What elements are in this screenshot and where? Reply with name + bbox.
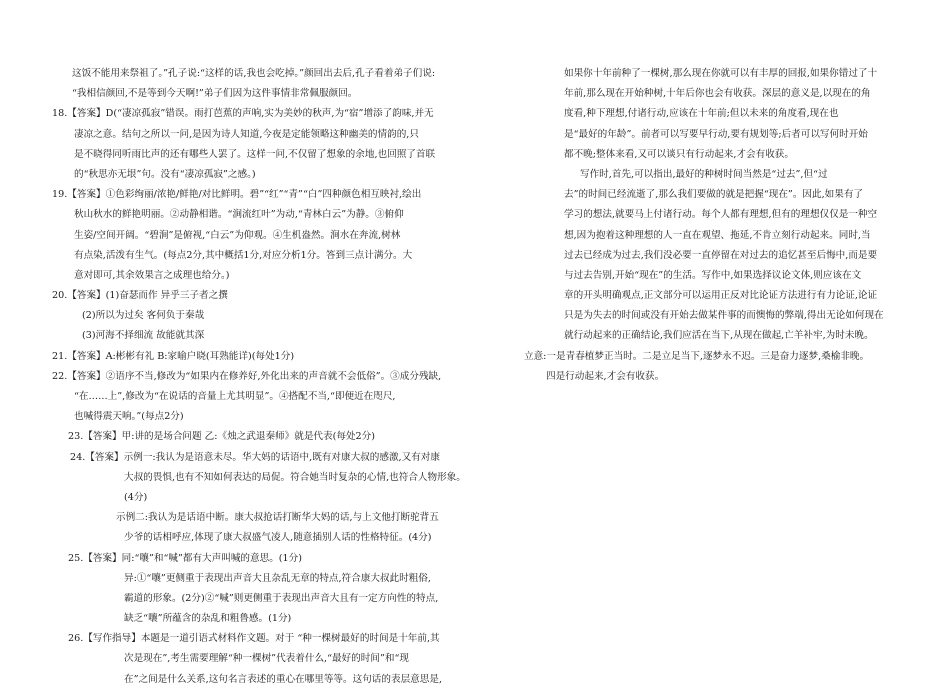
right-column-line: 想,因为抱着这种理想的人一直在观望、拖延,不肯立刻行动起来。同时,当 bbox=[564, 229, 871, 241]
right-column-line: 都不晚;整体来看,又可以谈只有行动起来,才会有收获。 bbox=[564, 148, 794, 160]
right-column bbox=[524, 64, 914, 387]
left-column-line: 异:①“嚷”更侧重于表现出声音大且杂乱无章的特点,符合康大叔此时粗俗, bbox=[124, 572, 431, 584]
right-column-line: 四是行动起来,才会有收获。 bbox=[546, 370, 665, 382]
left-column-line: 21.【答案】A:彬彬有礼 B:家喻户晓(耳熟能详)(每处1分) bbox=[52, 350, 295, 362]
left-column-line: 这饭不能用来祭祖了。”孔子说:“这样的话,我也会吃掉。”颜回出去后,孔子看着弟子们说: bbox=[72, 68, 436, 79]
left-column-line: (3)河海不择细流 故能就其深 bbox=[82, 330, 205, 342]
left-column-line: (2)所以为过矣 客何负于秦哉 bbox=[82, 310, 205, 322]
left-column-line: 是不晓得同听雨比声的还有哪些人罢了。这样一问,不仅留了想象的余地,也回照了首联 bbox=[74, 148, 436, 160]
left-column-line: 凄凉之意。结句之所以一问,是因为诗人知道,今夜是定能领略这种幽美的情韵的,只 bbox=[74, 128, 419, 140]
left-column-line: 25.【答案】同:“嚷”和“喊”都有大声叫喊的意思。(1分) bbox=[68, 552, 302, 564]
left-column-line: 在”之间是什么关系,这句名言表述的重心在哪里等等。这句话的表层意思是, bbox=[124, 673, 443, 685]
left-column-line: 23.【答案】甲:讲的是场合问题 乙:《烛之武退秦师》就是代表(每处2分) bbox=[68, 431, 375, 443]
left-column-line: 24.【答案】示例一:我认为是语意未尽。华大妈的话语中,既有对康大叔的感激,又有对康 bbox=[70, 451, 440, 463]
left-column-line: 也喊得震天响。”(每点2分) bbox=[74, 411, 184, 423]
left-column-line: 意对即可,其余效果言之成理也给分。) bbox=[74, 269, 230, 281]
left-column-line: 26.【写作指导】本题是一道引语式材料作文题。对于 “种一棵树最好的时间是十年前,其 bbox=[68, 633, 440, 645]
right-column-line: 章的开头明确观点,正文部分可以运用正反对比论证方法进行有力论证,论证 bbox=[564, 290, 878, 302]
right-column-line: 是“最好的年龄”。前者可以写要早行动,要有规划等;后者可以写何时开始 bbox=[564, 128, 868, 140]
left-column-line: 大叔的畏惧,也有不知如何表达的局促。符合她当时复杂的心情,也符合人物形象。 bbox=[124, 471, 466, 483]
left-column-line: “我相信颜回,不是等到今天啊!”弟子们因为这件事情非常佩服颜回。 bbox=[72, 88, 358, 100]
right-column-line: 年前,那么现在开始种树,十年后你也会有收获。深层的意义是,以现在的角 bbox=[564, 88, 871, 100]
left-column-line: 缺乏“嚷”所蕴含的杂乱和粗鲁感。(1分) bbox=[124, 613, 292, 625]
right-column-line: 度看,种下理想,付诸行动,应该在十年前;但以未来的角度看,现在也 bbox=[564, 108, 839, 120]
right-column-line: 写作时,首先,可以指出,最好的种树时间当然是“过去”,但“过 bbox=[580, 168, 828, 180]
left-column-line: 秋山秋水的鲜艳明丽。②动静相谐。“涧流红叶”为动,“青林白云”为静。③俯仰 bbox=[74, 209, 404, 221]
right-column-line: 去”的时间已经流逝了,那么我们要做的就是把握“现在”。因此,如果有了 bbox=[564, 189, 864, 201]
left-column-line: “在……上”,修改为“在说话的音量上尤其明显”。④搭配不当,“即便近在咫尺, bbox=[74, 391, 396, 402]
left-column-line: 的“秋思亦无垠”句。没有“凄凉孤寂”之感。) bbox=[74, 168, 256, 180]
right-column-line: 就行动起来的正确结论,我们应活在当下,从现在做起,亡羊补牢,为时未晚。 bbox=[564, 330, 874, 342]
right-column-line: 如果你十年前种了一棵树,那么现在你就可以有丰厚的回报,如果你错过了十 bbox=[564, 68, 878, 79]
left-column-line: 22.【答案】②语序不当,修改为“如果内在修养好,外化出来的声音就不会低俗”。③成分残缺, bbox=[52, 370, 442, 382]
left-column-line: 霸道的形象。(2分)②“喊”则更侧重于表现出声音大且有一定方向性的特点, bbox=[124, 592, 439, 604]
right-column-line: 过去已经成为过去,我们没必要一直停留在对过去的追忆甚至后悔中,而是要 bbox=[564, 249, 878, 261]
left-column-line: 少爷的话相呼应,体现了康大叔盛气凌人,随意插别人话的性格特征。(4分) bbox=[124, 532, 432, 544]
left-column-line: 19.【答案】①色彩绚丽/浓艳/鲜艳/对比鲜明。碧”“红”“青”“白”四种颜色相互映衬,绘出 bbox=[52, 189, 422, 201]
right-column-line: 与过去告别,开始“现在”的生活。写作中,如果选择议论文体,则应该在文 bbox=[564, 269, 862, 281]
left-column-line: 生姿/空间开阔。“碧涧”是俯视,“白云”为仰观。④生机盎然。涧水在奔流,树林 bbox=[74, 229, 401, 241]
left-column-line: 18.【答案】D(“凄凉孤寂”错误。雨打芭蕉的声响,实为美妙的秋声,为“宿”增添了韵味,并无 bbox=[52, 108, 434, 120]
right-column-line: 只是为失去的时间或没有开始去做某件事的而懊悔的弊端,得出无论如何现在 bbox=[564, 310, 884, 322]
left-column-line: 有点染,活泼有生气。(每点2分,其中概括1分,对应分析1分。答到三点计满分。大 bbox=[74, 249, 413, 261]
left-column-line: (4分) bbox=[124, 491, 148, 503]
left-column bbox=[52, 64, 492, 690]
right-column-line: 立意:一是青春植梦正当时。二是立足当下,逐梦永不迟。三是奋力逐梦,桑榆非晚。 bbox=[524, 350, 870, 362]
left-column-line: 次是现在”,考生需要理解“种一棵树”代表着什么,“最好的时间”和“现 bbox=[124, 653, 409, 665]
left-column-line: 20.【答案】(1)奋瑟而作 异乎三子者之撰 bbox=[52, 290, 228, 302]
left-column-line: 示例二:我认为是话语中断。康大叔抢话打断华大妈的话,与上文他打断驼背五 bbox=[116, 512, 439, 524]
right-column-line: 学习的想法,就要马上付诸行动。每个人都有理想,但有的理想仅仅是一种空 bbox=[564, 209, 878, 221]
